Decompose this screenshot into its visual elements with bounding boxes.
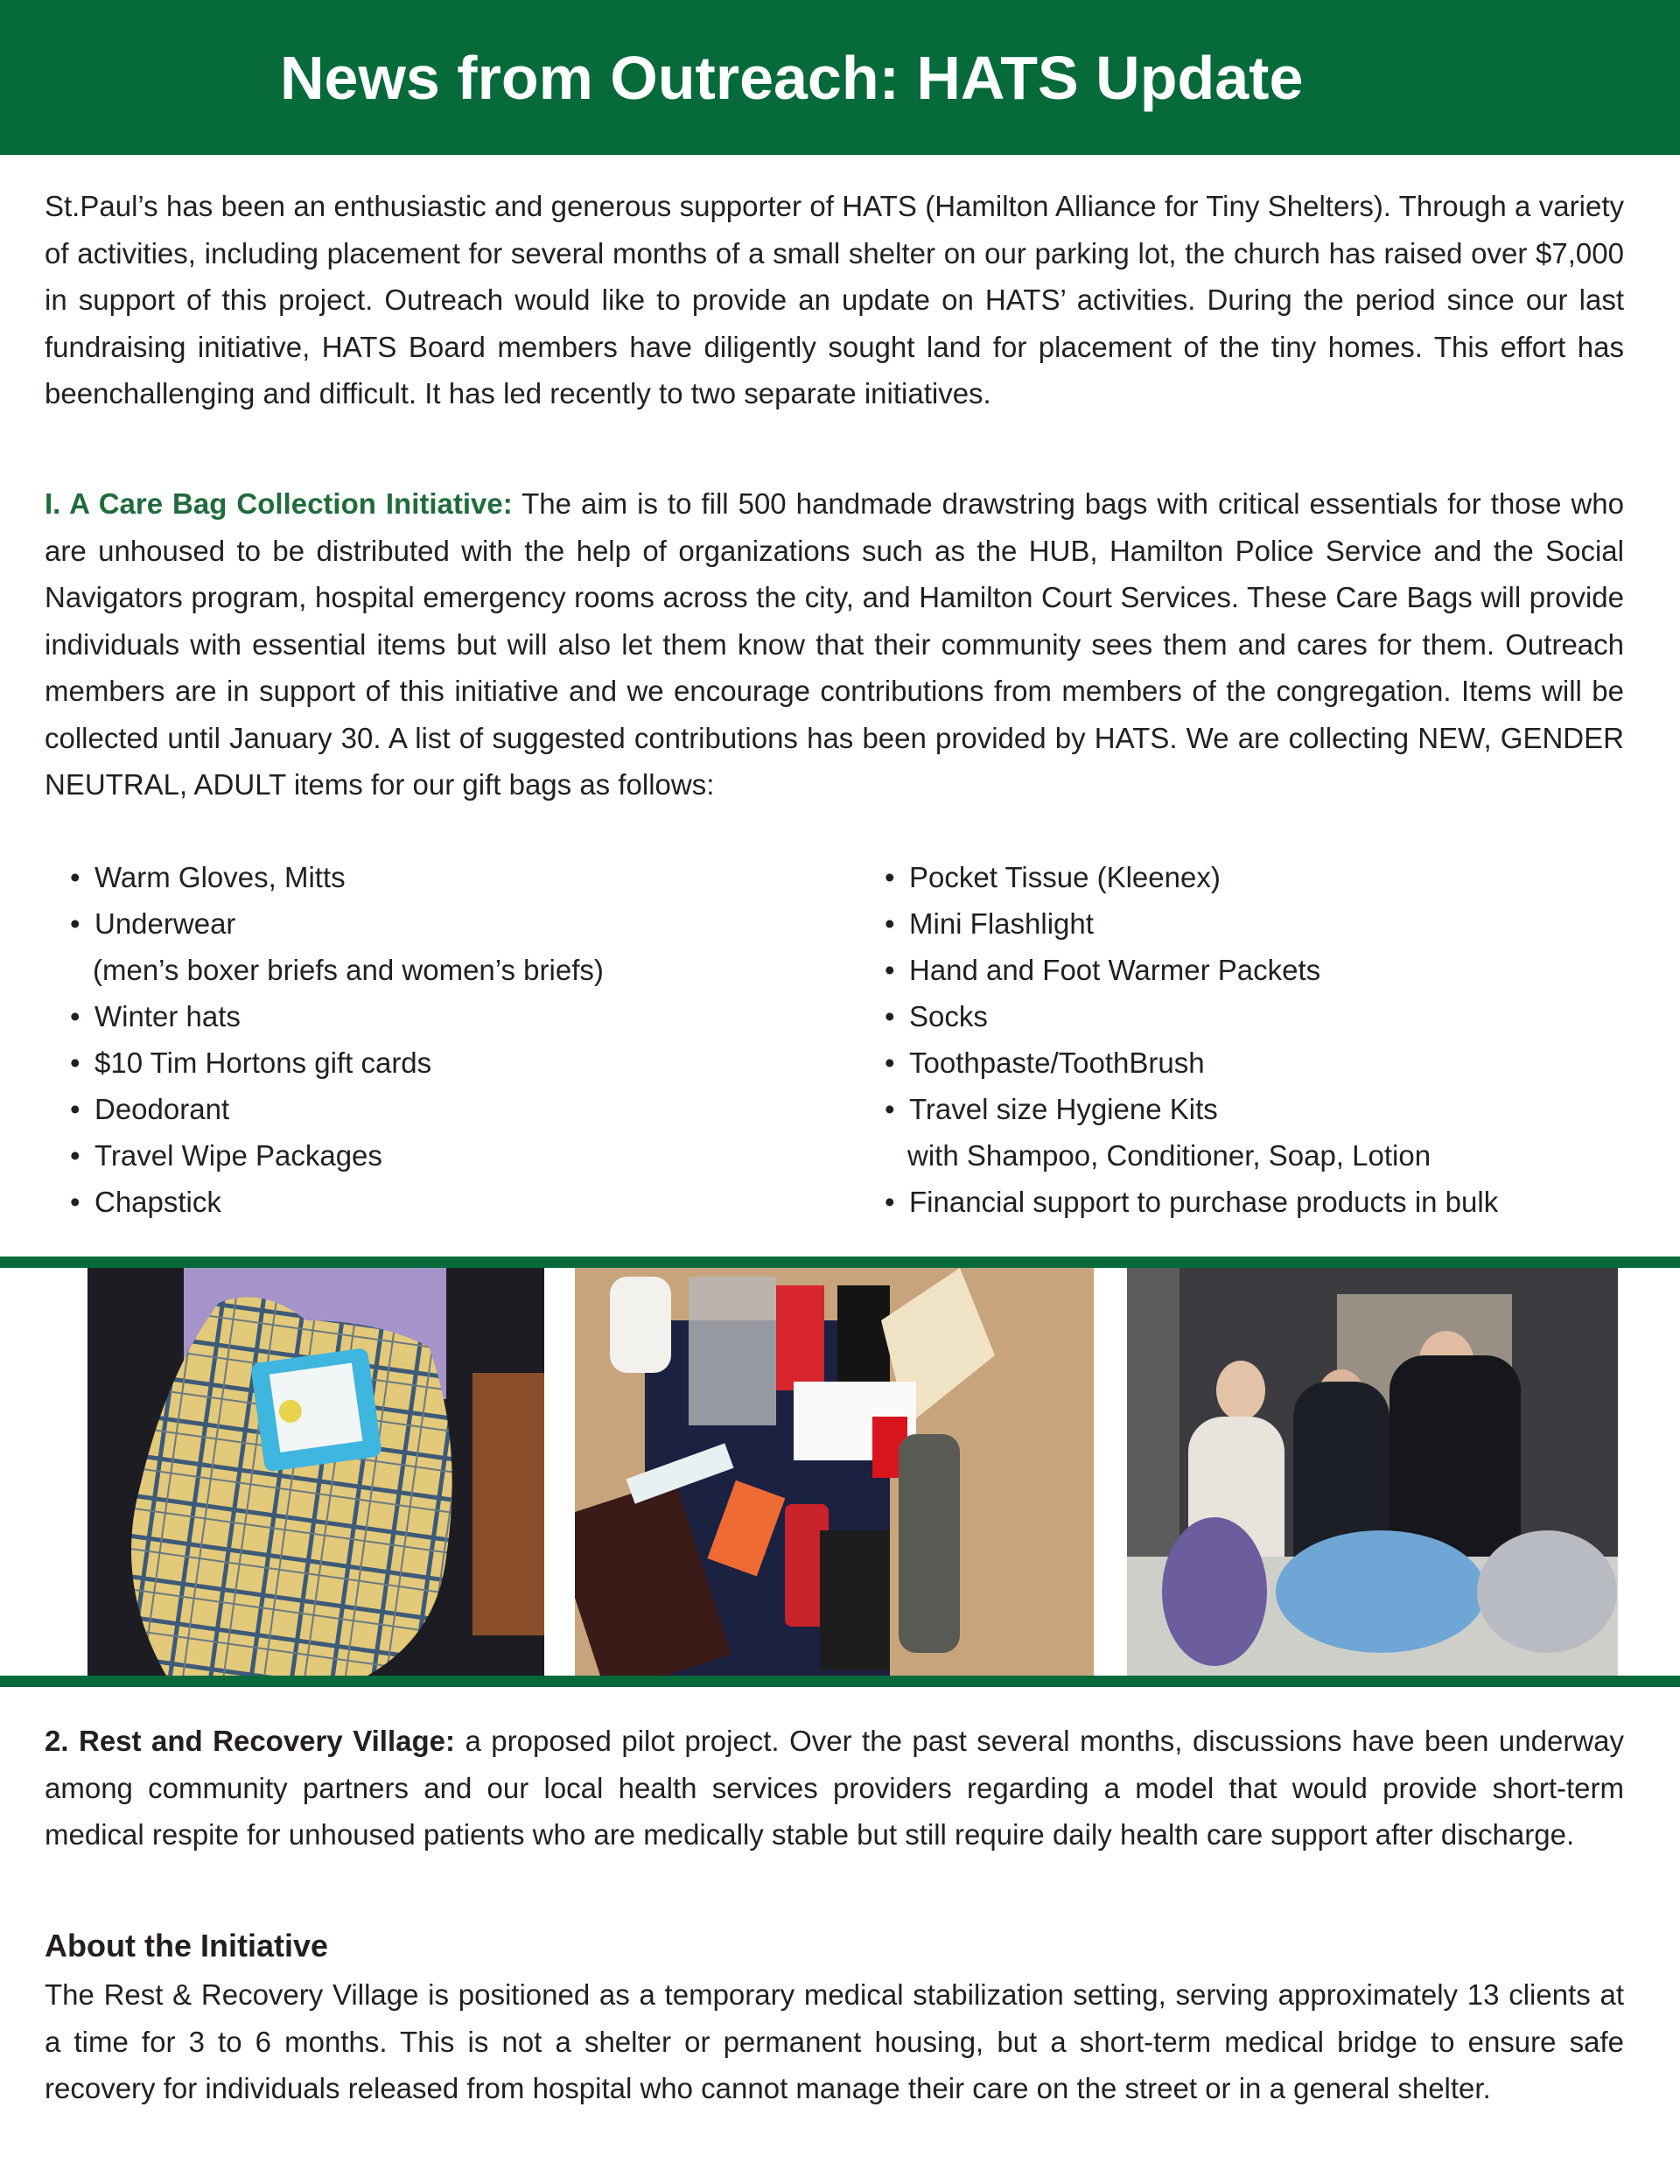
list-item: • Pocket Tissue (Kleenex) (885, 854, 1498, 900)
items-list-right (885, 854, 1498, 1225)
list-item: • Deodorant (70, 1086, 604, 1132)
photo-volunteers (1127, 1268, 1618, 1676)
about-paragraph: The Rest & Recovery Village is positioned as a temporary medical stabilization setting, serving approximately 13 clients at a time for 3 to 6 months. This is not a shelter or permanent housing, but a short-term medical bridge to ensure safe recovery for individuals released from hospital who cannot manage their care on the street or in a general shelter. (45, 1978, 1624, 2104)
care-bag-body: The aim is to fill 500 handmade drawstring bags with critical essentials for those who are unhoused to be distributed with the help of organizations such as the HUB, Hamilton Police Service and the Social Navigators program, hospital emergency rooms across the city, and Hamilton Court Services. These Care Bags will provide individuals with essential items but will also let them know that their community sees them and cares for them. Outreach members are in support of this initiative and we encourage contributions from members of the congregation. Items will be collected until January 30. A list of suggested contributions has been provided by HATS. We are collecting NEW, GENDER NEUTRAL, ADULT items for our gift bags as follows: (45, 487, 1624, 801)
about-heading: About the Initiative (45, 1928, 328, 1964)
list-item: • Financial support to purchase products in bulk (885, 1179, 1498, 1225)
list-item: • Chapstick (70, 1179, 604, 1225)
list-item: • Mini Flashlight (885, 900, 1498, 947)
list-item: • Socks (885, 993, 1498, 1040)
recovery-village-body: a proposed pilot project. Over the past several months, discussions have been underway among community partners and our local health services providers regarding a model that would provide short-term medical respite for unhoused patients who are medically stable but still require daily health care support after discharge. (45, 1725, 1625, 1851)
list-item: • Toothpaste/ToothBrush (885, 1040, 1498, 1086)
list-item: • Travel Wipe Packages (70, 1132, 604, 1179)
recovery-village-paragraph (45, 1718, 1624, 1858)
recovery-village-heading: 2. Rest and Recovery Village: (45, 1725, 455, 1757)
care-bag-heading: I. A Care Bag Collection Initiative: (45, 487, 513, 520)
list-item: • Winter hats (70, 993, 604, 1040)
list-item: • Hand and Foot Warmer Packets (885, 947, 1498, 993)
photo-plaid-care-bag (88, 1268, 544, 1676)
list-item: • Warm Gloves, Mitts (70, 854, 604, 900)
list-item-note: with Shampoo, Conditioner, Soap, Lotion (907, 1139, 1432, 1172)
divider-top (0, 1256, 1680, 1268)
divider-bottom (0, 1676, 1680, 1687)
photo-care-bag-contents (575, 1268, 1094, 1676)
list-item: • $10 Tim Hortons gift cards (70, 1040, 604, 1086)
intro-paragraph: St.Paul’s has been an enthusiastic and generous supporter of HATS (Hamilton Alliance for Tiny Shelters). Through a variety of activities, including placement for several months of a small shelter on our parking lot, the church has raised over $7,000 in support of this project. Outreach would like to provide an update on HATS’ activities. During the period since our last fundraising initiative, HATS Board members have diligently sought land for placement of the tiny homes. This effort has beenchallenging and difficult. It has led recently to two separate initiatives. (45, 190, 1624, 410)
list-item: • Travel size Hygiene Kits (885, 1086, 1498, 1132)
items-list-left (70, 854, 604, 1225)
list-item-note: (men’s boxer briefs and women’s briefs) (93, 954, 604, 986)
list-item: • Underwear (70, 900, 604, 947)
page-title: News from Outreach: HATS Update (280, 44, 1304, 112)
care-bag-paragraph (45, 480, 1624, 808)
header-banner (0, 0, 1680, 155)
